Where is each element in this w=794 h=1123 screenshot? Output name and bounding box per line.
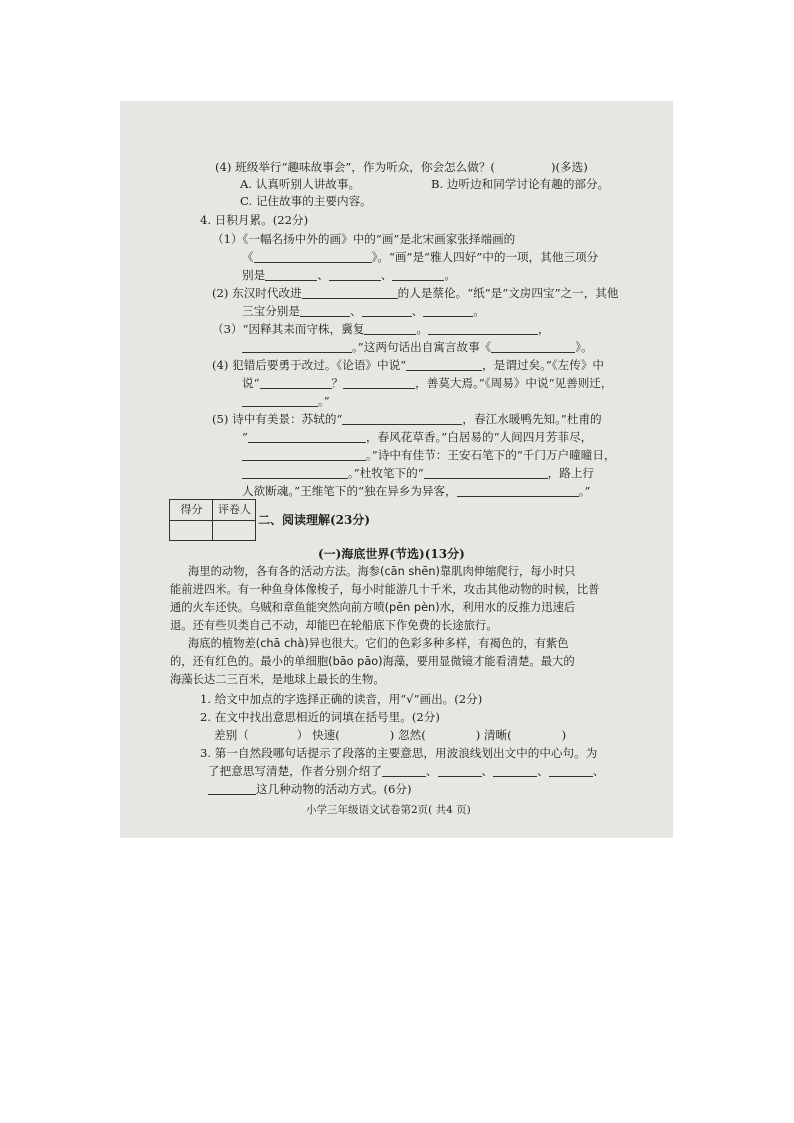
blank[interactable] [406,358,482,371]
blank[interactable] [208,782,256,795]
q-accum-p5-line2: “ ，春风花草香。”白居易的“人间四月芳菲尽， [242,430,593,444]
passage-line: 海藻长达二三百米，是地球上最长的生物。 [170,673,385,686]
passage-line: 能前进四米。有一种鱼身体像梭子，每小时能游几十千米，攻击其他动物的时候，比普 [170,583,600,596]
q4-option-a: A. 认真听别人讲故事。 [240,177,361,191]
blank[interactable] [248,430,366,443]
q-accum-p1-line2: 《 》。“画”是“雅人四好”中的一项，其他三项分 [242,250,599,264]
blank[interactable] [342,412,462,425]
blank[interactable] [438,764,482,777]
blank[interactable] [362,304,412,317]
blank[interactable] [265,268,317,281]
blank[interactable] [428,322,538,335]
blank[interactable] [242,340,352,353]
reading-q3-line1: 3. 第一自然段哪句话提示了段落的主要意思，用波浪线划出文中的中心句。为 [200,746,598,760]
blank[interactable] [242,466,348,479]
q-accum-p5-line4: 。”杜牧笔下的“ ，路上行 [242,465,594,481]
q-accum-p3-line1: （3）“因释其耒而守株，冀复 。 ， [212,322,550,336]
score-table [169,499,256,541]
blank[interactable] [242,448,366,461]
reading-q3-line3: 这几种动物的活动方式。(6分) [208,781,412,797]
passage-line: 海里的动物，各有各的活动方法。海参(cān shēn)靠肌肉伸缩爬行，每小时只 [188,565,576,578]
table-divider [170,520,256,521]
q4-stem: (4) 班级举行“趣味故事会”，作为听众，你会怎么做？( )(多选) [215,160,588,174]
reading-q1: 1. 给文中加点的字选择正确的读音，用“√”画出。(2分) [200,692,483,706]
blank[interactable] [549,764,593,777]
blank[interactable] [364,322,416,335]
blank[interactable] [329,268,381,281]
blank[interactable] [424,466,548,479]
q-accum-p4-line3: 。” [242,393,330,409]
q4-option-c: C. 记住故事的主要内容。 [240,194,372,208]
q-accum-title: 4. 日积月累。(22分) [200,213,309,227]
blank[interactable] [491,340,575,353]
reading-q2: 2. 在文中找出意思相近的词填在括号里。(2分) [200,710,440,724]
section2-title: 二、阅读理解(23分) [258,513,371,527]
q-accum-p1-line3: 别是 、 、 。 [242,268,457,282]
blank[interactable] [242,394,318,407]
blank[interactable] [302,286,398,299]
score-header: 得分 [180,503,203,516]
q-accum-p3-line2: 。”这两句话出自寓言故事《 》。 [242,339,593,355]
passage-title: (一)海底世界(节选)(13分) [318,547,465,561]
q-accum-p5-line5: 人欲断魂。”王维笔下的“独在异乡为异客， 。” [242,484,591,498]
grader-header: 评卷人 [218,503,251,516]
passage-line: 退。还有些贝类自己不动，却能巴在轮船底下作免费的长途旅行。 [170,619,498,632]
q-accum-p2-line1: (2) 东汉时代改进 的人是蔡伦。“纸”是“文房四宝”之一，其他 [212,286,619,300]
reading-q2-words: 差别（ ） 快速( ) 忽然( ) 清晰( ) [214,728,567,742]
q-accum-p2-line2: 三宝分别是 、 、 。 [242,304,485,318]
reading-q3-line2: 了把意思写清楚，作者分别介绍了 、 、 、 、 [208,764,605,778]
exam-paper-photo [120,101,673,838]
passage-line: 海底的植物差(chā chà)异也很大。它们的色彩多种多样，有褐色的，有紫色 [188,637,569,650]
blank[interactable] [457,484,579,497]
q-accum-p5-line3: 。”诗中有佳节：王安石笔下的“千门万户曈曈日， [242,447,616,463]
blank[interactable] [382,764,426,777]
q-accum-p1-line1: （1）《一幅名扬中外的画》中的“画”是北宋画家张择端画的 [212,232,516,246]
blank[interactable] [260,376,332,389]
q4-option-b: B. 边听边和同学讨论有趣的部分。 [431,177,610,191]
blank[interactable] [300,304,350,317]
blank[interactable] [493,764,537,777]
q-accum-p4-line1: (4) 犯错后要勇于改过。《论语》中说“ ，是谓过矣。”《左传》中 [212,358,605,372]
q-accum-p4-line2: 说“ ？ ，善莫大焉。”《周易》中说“见善则迁， [242,376,613,390]
blank[interactable] [392,268,444,281]
blank[interactable] [254,250,372,263]
blank[interactable] [423,304,473,317]
blank[interactable] [343,376,415,389]
page-footer: 小学三年级语文试卷第2页( 共4 页) [306,804,471,816]
passage-line: 的，还有红色的。最小的单细胞(bāo pāo)海藻，要用显微镜才能看清楚。最大的 [170,655,575,668]
passage-line: 通的火车还快。乌贼和章鱼能突然向前方喷(pēn pèn)水，利用水的反推力迅速后 [170,601,576,614]
q-accum-p5-line1: (5) 诗中有美景：苏轼的“ ，春江水暖鸭先知。”杜甫的 [212,412,602,426]
